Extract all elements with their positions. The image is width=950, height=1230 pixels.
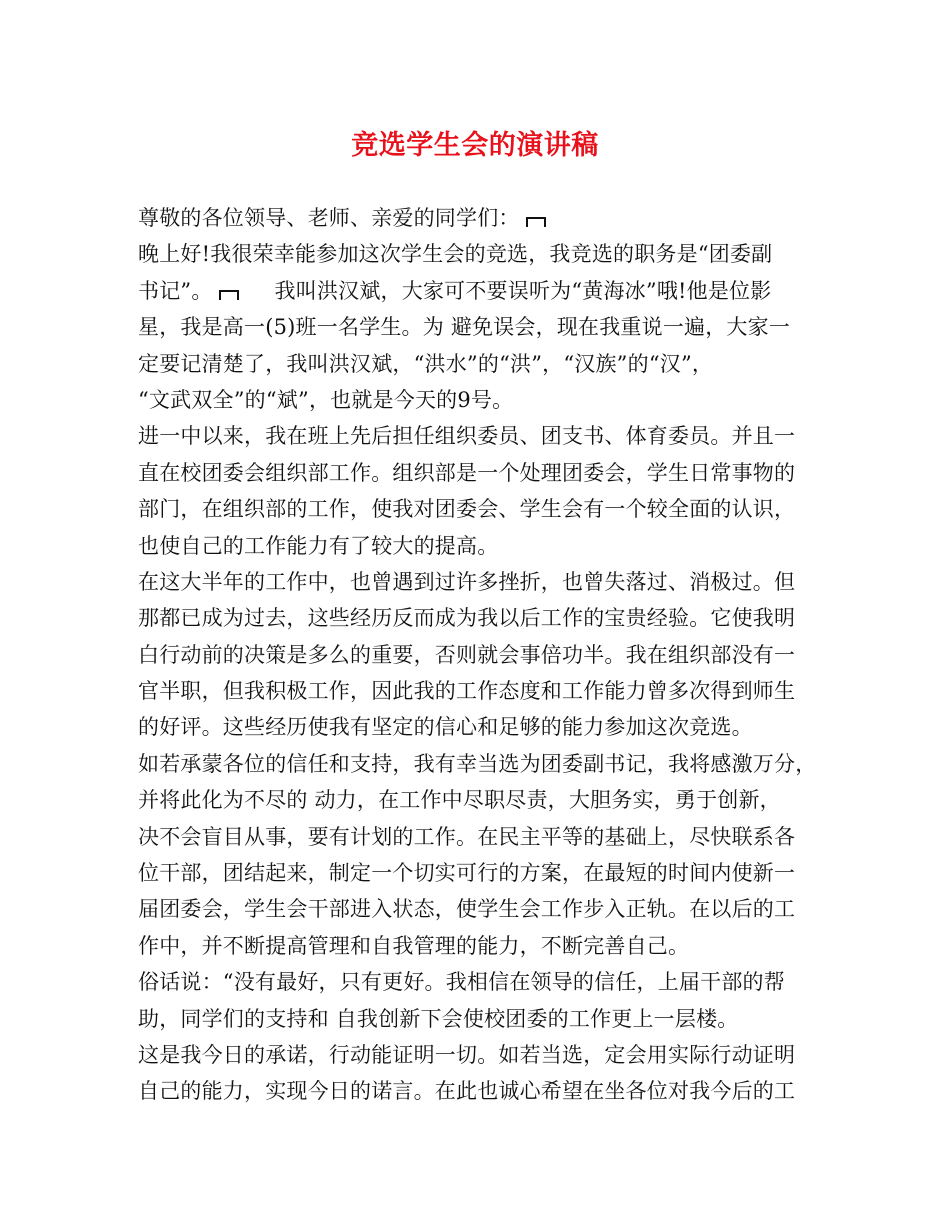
text-line: 自己的能力，实现今日的诺言。在此也诚心希望在坐各位对我今后的工 <box>138 1079 796 1104</box>
text-line: 并将此化为不尽的 动力，在工作中尽职尽责，大胆务实，勇于创新， <box>138 788 781 813</box>
text-line-content: 我叫洪汉斌，大家可不要误听为“黄海冰”哦!他是位影 <box>274 278 772 303</box>
text-line: 白行动前的决策是多么的重要，否则就会事倍功半。我在组织部没有一 <box>138 642 796 667</box>
text-line: 这是我今日的承诺，行动能证明一切。如若当选，定会用实际行动证明 <box>138 1042 796 1067</box>
text-line: 届团委会，学生会干部进入状态，使学生会工作步入正轨。在以后的工 <box>138 897 796 922</box>
paragraph-mark-icon <box>526 217 546 227</box>
text-line: 如若承蒙各位的信任和支持，我有幸当选为团委副书记，我将感激万分， <box>138 751 817 776</box>
text-line: 晚上好!我很荣幸能参加这次学生会的竞选，我竞选的职务是“团委副 <box>138 242 773 267</box>
document-body <box>138 200 828 1110</box>
text-line: 的好评。这些经历使我有坚定的信心和足够的能力参加这次竞选。 <box>138 715 753 740</box>
text-line: 进一中以来，我在班上先后担任组织委员、团支书、体育委员。并且一 <box>138 424 796 449</box>
text-line: 俗话说：“没有最好，只有更好。我相信在领导的信任，上届干部的帮 <box>138 970 785 995</box>
text-line: 定要记清楚了，我叫洪汉斌，“洪水”的“洪”，“汉族”的“汉”， <box>138 351 714 376</box>
text-line: 也使自己的工作能力有了较大的提高。 <box>138 533 499 558</box>
text-line: 助，同学们的支持和 自我创新下会使校团委的工作更上一层楼。 <box>138 1006 739 1031</box>
text-line: “文武双全”的“斌”，也就是今天的9号。 <box>138 387 514 412</box>
text-line: 部门，在组织部的工作，使我对团委会、学生会有一个较全面的认识， <box>138 497 796 522</box>
text-line <box>138 273 828 309</box>
text-line: 直在校团委会组织部工作。组织部是一个处理团委会，学生日常事物的 <box>138 460 796 485</box>
text-line <box>138 200 828 236</box>
text-line: 官半职，但我积极工作，因此我的工作态度和工作能力曾多次得到师生 <box>138 679 796 704</box>
document-title: 竞选学生会的演讲稿 <box>351 130 599 161</box>
text-line-content: 尊敬的各位领导、老师、亲爱的同学们： <box>138 206 520 230</box>
text-line: 位干部，团结起来，制定一个切实可行的方案，在最短的时间内使新一 <box>138 861 796 886</box>
text-line: 那都已成为过去，这些经历反而成为我以后工作的宝贵经验。它使我明 <box>138 606 796 631</box>
text-line: 作中，并不断提高管理和自我管理的能力，不断完善自己。 <box>138 933 690 958</box>
text-line: 决不会盲目从事，要有计划的工作。在民主平等的基础上，尽快联系各 <box>138 824 796 849</box>
text-line-content: 书记”。 <box>138 278 213 303</box>
text-line: 星，我是高一(5)班一名学生。为 避免误会，现在我重说一遍，大家一 <box>138 315 791 340</box>
text-line: 在这大半年的工作中，也曾遇到过许多挫折，也曾失落过、消极过。但 <box>138 569 796 594</box>
paragraph-mark-icon <box>219 290 239 300</box>
